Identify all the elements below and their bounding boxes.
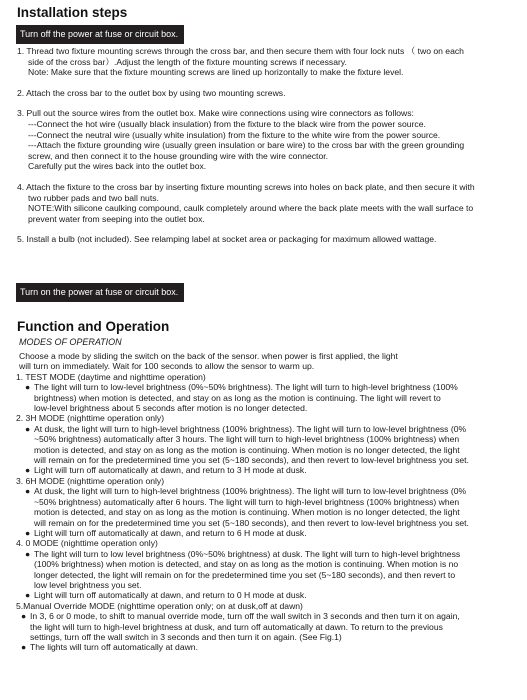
step-4 — [17, 182, 527, 224]
mode-4-title: 4. 0 MODE (nighttime operation only) — [16, 538, 158, 549]
step-3-line-1: 3. Pull out the source wires from the outlet box. Make wire connections using wire connectors as follows: — [17, 108, 414, 119]
step-3-line-2: ---Connect the hot wire (usually black insulation) from the fixture to the black wire from the power source. — [28, 118, 426, 129]
mode-2-bullet-2 — [16, 465, 526, 475]
step-4-line-4: prevent water from seeping into the outlet box. — [28, 213, 205, 224]
mode-1-bullet-1 — [16, 382, 526, 413]
mode-2-b1-line: ~50% brightness) automatically after 3 hours. The light will turn to high-level brightness (100% brightness) when — [34, 434, 460, 445]
mode-4-b1-line: (100% brightness) when motion is detected, and stay on as long as the motion is continuing. When motion is no — [34, 559, 459, 570]
mode-2-b1-line: motion is detected, and stay on as long as the motion is continuing. When motion is no longer detected, the light — [34, 444, 460, 455]
function-body — [16, 351, 526, 653]
bullet-icon: ● — [25, 527, 31, 538]
mode-4-b1-line: The light will turn to low level brightness (0%~50% brightness) at dusk. The light will turn to high-level brightness — [34, 548, 461, 559]
mode-5-bullet-2 — [16, 642, 526, 652]
mode-4-b1-line: low level brightness you set. — [34, 579, 142, 590]
mode-2-b1-line: will remain on for the predetermined time you set (5~180 seconds), and then revert to low-level brightness you set. — [34, 455, 469, 466]
modes-subtitle: MODES OF OPERATION — [19, 337, 122, 347]
step-4-line-2: two rubber pads and two ball nuts. — [28, 192, 159, 203]
bullet-icon: ● — [21, 611, 27, 622]
step-5-text: 5. Install a bulb (not included). See relamping label at socket area or packaging for maximum allowed wattage. — [17, 234, 437, 245]
bullet-icon: ● — [25, 423, 31, 434]
mode-1-b1-line: brightness) when motion is detected, and stay on as long as the motion is continuing. The light will revert to — [34, 392, 441, 403]
mode-4-b2-line: Light will turn off automatically at dawn, and return to 0 H mode at dusk. — [34, 590, 307, 601]
step-1-note: Note: Make sure that the fixture mounting screws are lined up horizontally to make the fixture level. — [28, 67, 404, 78]
intro-line-2: will turn on immediately. Wait for 100 seconds to allow the sensor to warm up. — [19, 361, 315, 372]
step-3 — [17, 108, 527, 172]
mode-5-b1-line: settings, turn off the wall switch in 3 seconds and then turn it on again. (See Fig.1) — [30, 631, 342, 642]
power-off-banner: Turn off the power at fuse or circuit box. — [16, 25, 184, 44]
mode-4-bullet-2 — [16, 590, 526, 600]
step-5 — [17, 234, 527, 245]
step-3-line-3: ---Connect the neutral wire (usually white insulation) from the fixture to the white wire from the power source. — [28, 129, 441, 140]
bullet-icon: ● — [25, 486, 31, 497]
mode-3-title: 3. 6H MODE (nighttime operation only) — [16, 475, 165, 486]
mode-3-b1-line: ~50% brightness) automatically after 6 hours. The light will turn to high-level brightness (100% brightness) when — [34, 496, 460, 507]
step-3-line-4: ---Attach the fixture grounding wire (usually green insulation or bare wire) to the cross bar with the green grounding — [28, 140, 465, 151]
function-title: Function and Operation — [17, 319, 170, 334]
mode-4-bullet-1 — [16, 549, 526, 591]
mode-3-b1-line: At dusk, the light will turn to high-level brightness (100% brightness). The light will turn to low-level brightness (0% — [34, 486, 467, 497]
mode-1-title: 1. TEST MODE (daytime and nighttime operation) — [16, 371, 206, 382]
mode-3-b1-line: will remain on for the predetermined time you set (5~180 seconds), and then revert to low-level brightness you set. — [34, 517, 469, 528]
mode-3-b1-line: motion is detected, and stay on as long as the motion is continuing. When motion is no longer detected, the light — [34, 507, 460, 518]
mode-2-b2-line: Light will turn off automatically at dawn, and return to 3 H mode at dusk. — [34, 465, 307, 476]
bullet-icon: ● — [25, 465, 31, 476]
intro-line-1: Choose a mode by sliding the switch on the back of the sensor. when power is first applied, the light — [19, 351, 398, 361]
installation-title: Installation steps — [17, 5, 128, 20]
step-1-line-2: side of the cross bar）.Adjust the length of the fixture mounting screws if necessary. — [28, 56, 347, 67]
mode-5-b1-line: the light will turn to high-level brightness at dusk, and turn off automatically at dawn. To return to the previous — [30, 621, 443, 632]
mode-1-b1-line: low-level brightness about 5 seconds after motion is no longer detected. — [34, 403, 308, 414]
bullet-icon: ● — [21, 642, 27, 653]
mode-1-b1-line: The light will turn to low-level brightness (0%~50% brightness). The light will turn to high-level brightness (100% — [34, 382, 458, 393]
mode-4-b1-line: longer detected, the light will remain on for the predetermined time you set (5~180 seconds), and then revert to — [34, 569, 456, 580]
mode-2-title: 2. 3H MODE (nighttime operation only) — [16, 413, 165, 424]
mode-3-b2-line: Light will turn off automatically at dawn, and return to 6 H mode at dusk. — [34, 527, 307, 538]
bullet-icon: ● — [25, 590, 31, 601]
mode-2-bullet-1 — [16, 424, 526, 466]
mode-5-bullet-1 — [16, 611, 526, 642]
step-3-line-6: Carefully put the wires back into the outlet box. — [28, 161, 207, 172]
mode-5-b1-line: In 3, 6 or 0 mode, to shift to manual override mode, turn off the wall switch in 3 seconds and then turn it on again, — [30, 611, 460, 622]
mode-2-b1-line: At dusk, the light will turn to high-level brightness (100% brightness). The light will turn to low-level brightness (0% — [34, 423, 467, 434]
step-2 — [17, 88, 527, 99]
power-on-banner: Turn on the power at fuse or circuit box. — [16, 283, 184, 302]
mode-5-b2-line: The lights will turn off automatically at dawn. — [30, 642, 198, 653]
installation-steps — [17, 46, 527, 245]
bullet-icon: ● — [25, 548, 31, 559]
step-1 — [17, 46, 527, 78]
step-3-line-5: screw, and then connect it to the house grounding wire with the wire connector. — [28, 150, 329, 161]
mode-3-bullet-1 — [16, 486, 526, 528]
bullet-icon: ● — [25, 382, 31, 393]
mode-5-title: 5.Manual Override MODE (nighttime operation only; on at dusk,off at dawn) — [16, 600, 303, 611]
step-4-line-1: 4. Attach the fixture to the cross bar by inserting fixture mounting screws into holes on back plate, and then secure it with — [17, 181, 475, 192]
step-1-line-1: 1. Thread two fixture mounting screws through the cross bar, and then secure them with four lock nuts （ two on each — [17, 46, 464, 56]
step-2-text: 2. Attach the cross bar to the outlet box by using two mounting screws. — [17, 87, 286, 98]
step-4-line-3: NOTE:With silicone caulking compound, caulk completely around where the back plate meets with the wall surface to — [28, 203, 474, 214]
mode-3-bullet-2 — [16, 528, 526, 538]
